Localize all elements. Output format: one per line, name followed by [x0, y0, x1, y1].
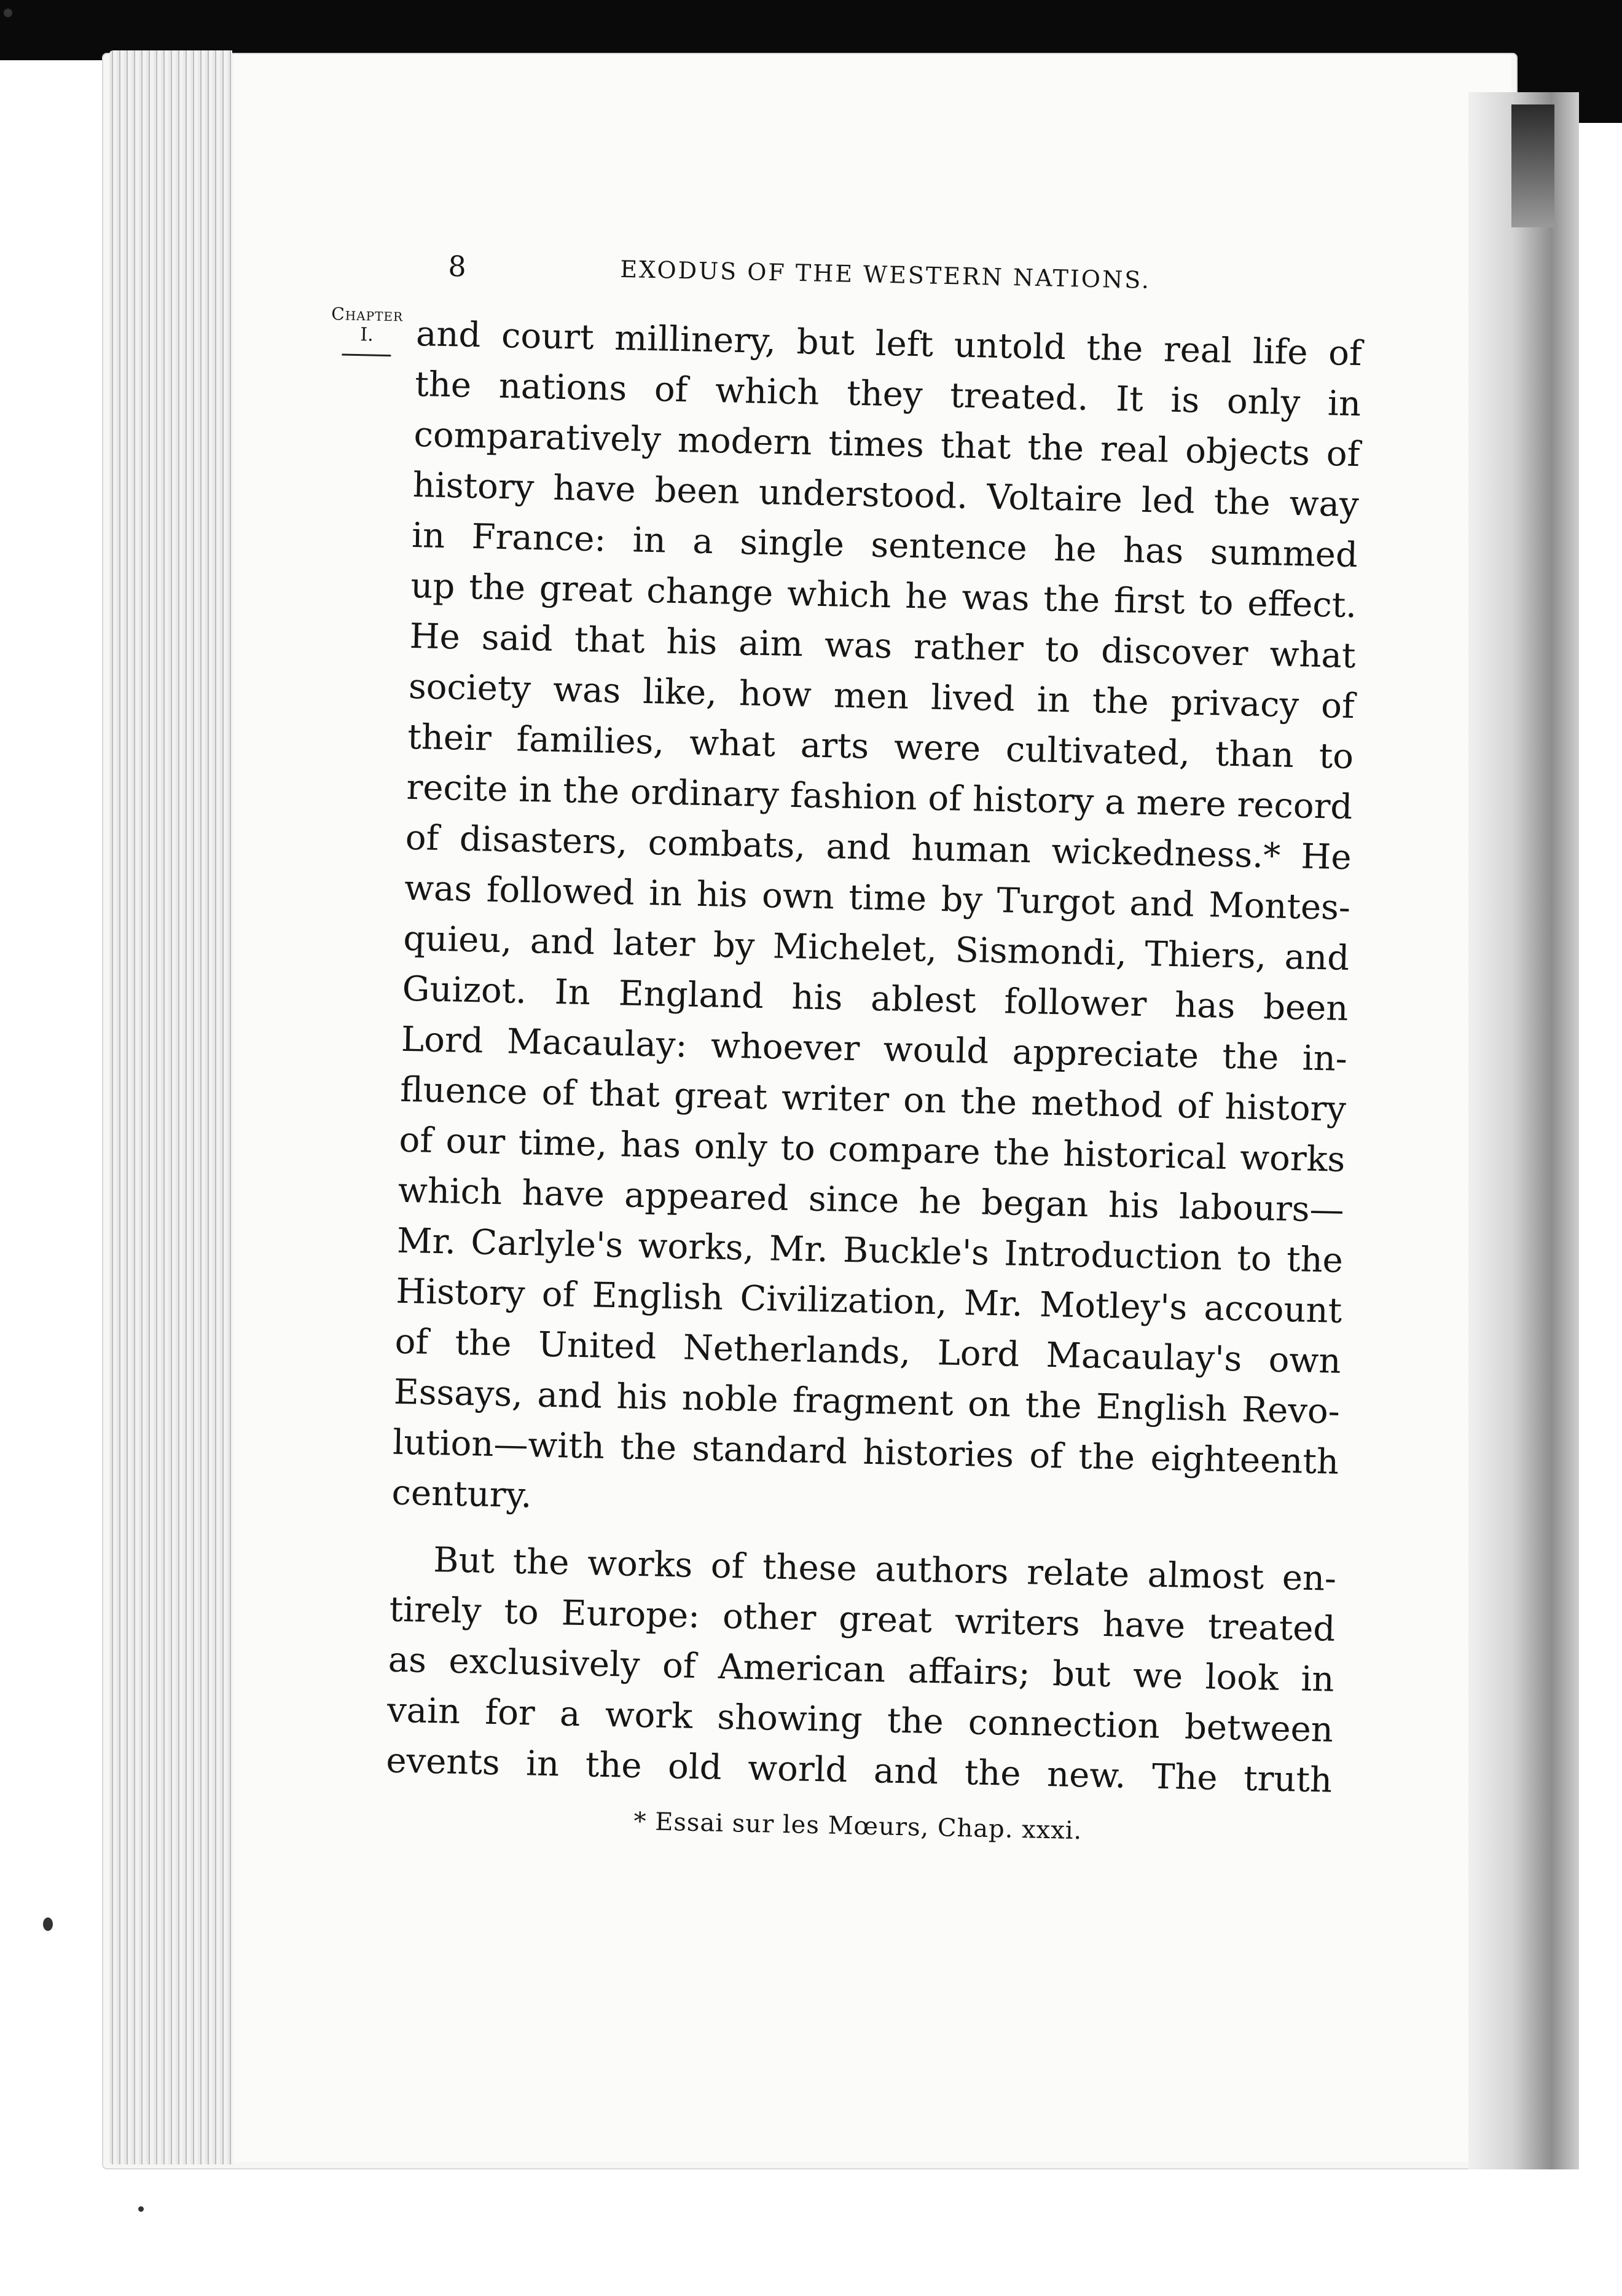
word: of [654, 369, 689, 411]
body-text [386, 309, 1363, 1806]
word: and [530, 921, 595, 963]
word: and [826, 827, 891, 868]
word: Civilization, [739, 1278, 948, 1323]
word: of [927, 778, 962, 819]
word: own [1268, 1340, 1342, 1382]
word: new. [1046, 1754, 1127, 1796]
word: of [1177, 1086, 1212, 1127]
word: and [873, 1751, 939, 1793]
word: Introduction [1003, 1233, 1223, 1278]
word: his [616, 1377, 668, 1418]
word: in [632, 520, 667, 561]
word: sentence [870, 525, 1028, 568]
word: have [552, 468, 637, 510]
word: is [1170, 380, 1200, 421]
word: has [620, 1125, 681, 1166]
word: Carlyle's [470, 1222, 624, 1266]
word: to [1236, 1238, 1272, 1280]
word: to [780, 1128, 816, 1169]
word: Netherlands, [683, 1327, 911, 1373]
word: change [646, 570, 774, 614]
word: ordinary [630, 772, 780, 816]
word: men [833, 675, 909, 717]
word: was [824, 625, 893, 667]
word: millinery, [614, 318, 777, 362]
word: his [665, 621, 718, 663]
word: en- [1282, 1557, 1337, 1599]
word: understood. [758, 472, 968, 517]
word: rather [913, 627, 1024, 669]
word: the [1213, 482, 1271, 524]
word: to [1198, 582, 1234, 623]
word: history [1224, 1087, 1347, 1130]
word: great [539, 568, 633, 611]
word: to [503, 1592, 539, 1633]
word: authors [874, 1549, 1009, 1592]
word: The [1151, 1756, 1218, 1798]
word: historical [1062, 1134, 1228, 1177]
word: the [1078, 1436, 1135, 1478]
word: But [433, 1540, 495, 1582]
word: would [883, 1029, 989, 1072]
word: been [654, 470, 740, 513]
word: the [1025, 1385, 1083, 1427]
page-gutter-shadow [1468, 92, 1579, 2169]
word: we [1132, 1655, 1183, 1697]
word: the [562, 771, 620, 812]
word: mere [1135, 782, 1227, 825]
word: work [605, 1694, 693, 1737]
word: time [848, 877, 927, 919]
word: his [696, 874, 748, 916]
word: Michelet, [772, 926, 938, 970]
word: century. [391, 1472, 533, 1516]
word: real [1100, 429, 1169, 471]
word: on [903, 1080, 947, 1122]
word: disasters, [459, 819, 629, 863]
word: of [541, 1274, 576, 1315]
word: of [710, 1546, 745, 1587]
word: led [1141, 480, 1196, 522]
word: by [713, 925, 756, 966]
word: Mr. [769, 1229, 829, 1270]
word: in [1300, 1659, 1335, 1700]
word: but [796, 321, 855, 363]
word: Mr. [963, 1283, 1024, 1324]
word: only [693, 1126, 768, 1168]
word: Montes- [1208, 885, 1351, 929]
word: how [739, 674, 812, 715]
word: In [554, 972, 591, 1013]
word: untold [954, 325, 1067, 368]
word: society [408, 666, 531, 710]
word: treated [1207, 1606, 1336, 1649]
word: and [415, 313, 482, 356]
word: has [1174, 985, 1236, 1027]
word: combats, [648, 823, 806, 867]
word: He [409, 616, 461, 658]
dust-speck [4, 9, 12, 17]
word: between [1184, 1707, 1334, 1750]
word: showing [716, 1697, 863, 1740]
word: of [1328, 333, 1363, 374]
word: a [559, 1694, 581, 1735]
word: look [1205, 1657, 1279, 1699]
word: his [791, 977, 844, 1018]
word: Revo- [1241, 1390, 1341, 1432]
word: he [1053, 529, 1097, 570]
word: France: [471, 516, 606, 560]
word: Thiers, [1144, 934, 1267, 977]
word: objects [1185, 431, 1311, 474]
word: United [538, 1324, 657, 1367]
word: Sismondi, [954, 930, 1127, 974]
word: quieu, [402, 918, 512, 961]
word: It [1115, 379, 1144, 420]
word: left [875, 323, 934, 365]
word: privacy [1170, 682, 1299, 726]
word: began [981, 1182, 1089, 1225]
word: works [587, 1543, 693, 1586]
word: that [940, 425, 1012, 468]
word: his [1108, 1185, 1160, 1227]
word: Lord [937, 1333, 1020, 1375]
word: Mr. [396, 1221, 456, 1262]
word: discover [1100, 631, 1249, 674]
word: on [967, 1384, 1011, 1425]
word: a [1104, 782, 1126, 823]
word: for [484, 1692, 536, 1734]
word: compare [828, 1129, 981, 1173]
word: than [1215, 734, 1295, 776]
word: Europe: [561, 1593, 700, 1637]
word: modern [677, 420, 813, 463]
word: almost [1147, 1555, 1264, 1598]
word: was [404, 868, 472, 910]
word: to [1044, 629, 1080, 670]
word: great [838, 1598, 933, 1641]
word: in [1327, 383, 1361, 425]
word: of [1326, 434, 1361, 475]
word: fragment [792, 1380, 954, 1424]
word: our [445, 1121, 506, 1163]
word: treated. [949, 375, 1089, 419]
word: Guizot. [402, 969, 527, 1012]
word: the [454, 1323, 512, 1364]
word: the [960, 1081, 1017, 1123]
word: since [808, 1179, 899, 1221]
word: of [394, 1321, 429, 1362]
word: events [385, 1740, 501, 1783]
word: works [1239, 1138, 1346, 1180]
word: what [689, 723, 776, 765]
word: was [961, 577, 1030, 619]
word: history [412, 465, 535, 508]
paragraph [391, 309, 1363, 1538]
word: up [410, 565, 456, 607]
word: a [692, 521, 714, 562]
word: of [1320, 685, 1355, 727]
word: Macaulay: [506, 1021, 688, 1066]
word: only [1226, 381, 1301, 423]
word: world [747, 1748, 848, 1791]
word: like, [642, 671, 718, 714]
word: to [1318, 736, 1354, 777]
word: labours— [1178, 1187, 1345, 1230]
word: in [648, 873, 683, 914]
word: own [761, 875, 835, 918]
word: times [828, 423, 925, 466]
word: arts [800, 725, 869, 767]
word: Buckle's [842, 1230, 990, 1273]
word: effect. [1247, 583, 1357, 626]
chapter-side-note [320, 304, 413, 357]
word: in [411, 515, 445, 557]
word: standard [691, 1428, 848, 1472]
word: what [1269, 634, 1357, 677]
word: in [525, 1744, 560, 1785]
word: that [574, 619, 646, 661]
word: of [1028, 1436, 1064, 1477]
word: have [1102, 1604, 1186, 1646]
word: the [1086, 328, 1143, 369]
word: the [414, 364, 472, 406]
word: and [1129, 883, 1195, 925]
word: writer [781, 1077, 890, 1120]
word: were [893, 727, 981, 769]
word: life [1252, 331, 1309, 373]
word: follower [1003, 981, 1148, 1025]
word: connection [968, 1702, 1161, 1747]
word: the [993, 1132, 1051, 1174]
page-number: 8 [447, 250, 467, 283]
word: the [1027, 427, 1084, 469]
word: and [1284, 937, 1350, 978]
word: they [846, 373, 923, 415]
word: of [398, 1120, 433, 1161]
word: the [619, 1427, 677, 1469]
chapter-label: Chapter [331, 304, 404, 326]
word: great [673, 1075, 768, 1118]
word: summed [1210, 532, 1358, 576]
word: said [481, 618, 554, 659]
word: court [501, 315, 595, 358]
word: comparatively [413, 414, 662, 460]
word: appeared [624, 1175, 789, 1219]
word: affairs; [907, 1651, 1031, 1694]
word: recite [406, 767, 509, 810]
word: the [585, 1745, 643, 1787]
word: the [1286, 1239, 1344, 1281]
word: vain [386, 1690, 461, 1732]
word: of [662, 1645, 697, 1686]
page-edges [109, 50, 232, 2164]
word: method [1030, 1083, 1164, 1126]
word: history [972, 779, 1094, 822]
word: ablest [870, 978, 977, 1021]
text-block [331, 249, 1364, 1850]
word: the [1092, 681, 1150, 723]
word: been [1263, 987, 1349, 1029]
word: the [887, 1700, 944, 1742]
word: Essays, [393, 1372, 523, 1415]
word: Turgot [997, 880, 1116, 923]
word: lution—with [392, 1422, 605, 1467]
word: that [589, 1074, 660, 1115]
word: English [592, 1275, 724, 1318]
word: fashion [789, 775, 918, 819]
word: was [552, 669, 621, 712]
word: single [739, 522, 845, 565]
word: American [718, 1646, 886, 1691]
word: real [1163, 329, 1232, 371]
word: writers [954, 1601, 1081, 1645]
word: Macaulay's [1046, 1335, 1242, 1380]
word: have [521, 1173, 605, 1215]
paragraph [386, 1535, 1337, 1806]
word: other [722, 1596, 817, 1639]
word: truth [1243, 1758, 1333, 1801]
word: record [1236, 785, 1353, 828]
word: lived [930, 677, 1016, 720]
word: the [468, 567, 526, 608]
word: noble [681, 1378, 779, 1420]
word: He [1300, 836, 1352, 878]
word: cultivated, [1005, 729, 1191, 774]
word: has [1122, 530, 1184, 572]
chapter-number: I. [359, 324, 374, 346]
word: their [407, 717, 492, 759]
word: by [940, 879, 983, 921]
word: histories [862, 1432, 1014, 1476]
running-title: EXODUS OF THE WESTERN NATIONS. [619, 255, 1151, 294]
word: Lord [401, 1019, 484, 1061]
word: account [1204, 1288, 1342, 1331]
word: first [1113, 580, 1186, 623]
word: in- [1302, 1038, 1348, 1079]
word: nations [498, 366, 627, 409]
word: later [612, 922, 696, 965]
word: as [388, 1640, 427, 1681]
word: of [405, 817, 440, 859]
word: old [667, 1747, 723, 1788]
word: followed [486, 870, 635, 913]
word: English [1095, 1386, 1228, 1429]
word: wickedness.* [1051, 831, 1281, 876]
word: relate [1026, 1552, 1130, 1595]
word: History [395, 1271, 526, 1315]
word: whoever [710, 1026, 860, 1069]
word: but [1052, 1654, 1111, 1696]
word: families, [515, 719, 665, 763]
word: England [618, 973, 764, 1017]
word: of [541, 1072, 576, 1114]
word: appreciate [1012, 1032, 1199, 1076]
dust-speck [138, 2206, 144, 2212]
word: tirely [388, 1589, 482, 1632]
word: aim [738, 623, 804, 665]
word: time, [518, 1122, 608, 1165]
word: Motley's [1039, 1284, 1188, 1328]
word: the [1043, 579, 1100, 621]
dust-speck [43, 1917, 53, 1931]
word: and [536, 1375, 603, 1417]
word: the [1221, 1036, 1279, 1078]
word: human [911, 828, 1032, 871]
word: Voltaire [986, 477, 1123, 521]
word: way [1288, 483, 1360, 525]
scanner-border-top [0, 0, 1622, 60]
word: which [398, 1170, 503, 1213]
word: in [1036, 680, 1071, 721]
word: eighteenth [1150, 1438, 1339, 1482]
word: the [964, 1753, 1022, 1795]
word: these [762, 1547, 858, 1589]
footnote: * Essai sur les Mœurs, Chap. xxxi. [633, 1807, 1083, 1846]
word: exclusively [448, 1641, 641, 1686]
word: which [786, 573, 892, 616]
word: in [518, 769, 553, 811]
word: he [918, 1181, 962, 1222]
word: the [512, 1541, 570, 1583]
word: which [715, 371, 820, 413]
word: works, [637, 1225, 755, 1268]
gutter-dark-corner [1511, 104, 1554, 227]
word: fluence [399, 1069, 528, 1113]
word: he [904, 576, 949, 618]
